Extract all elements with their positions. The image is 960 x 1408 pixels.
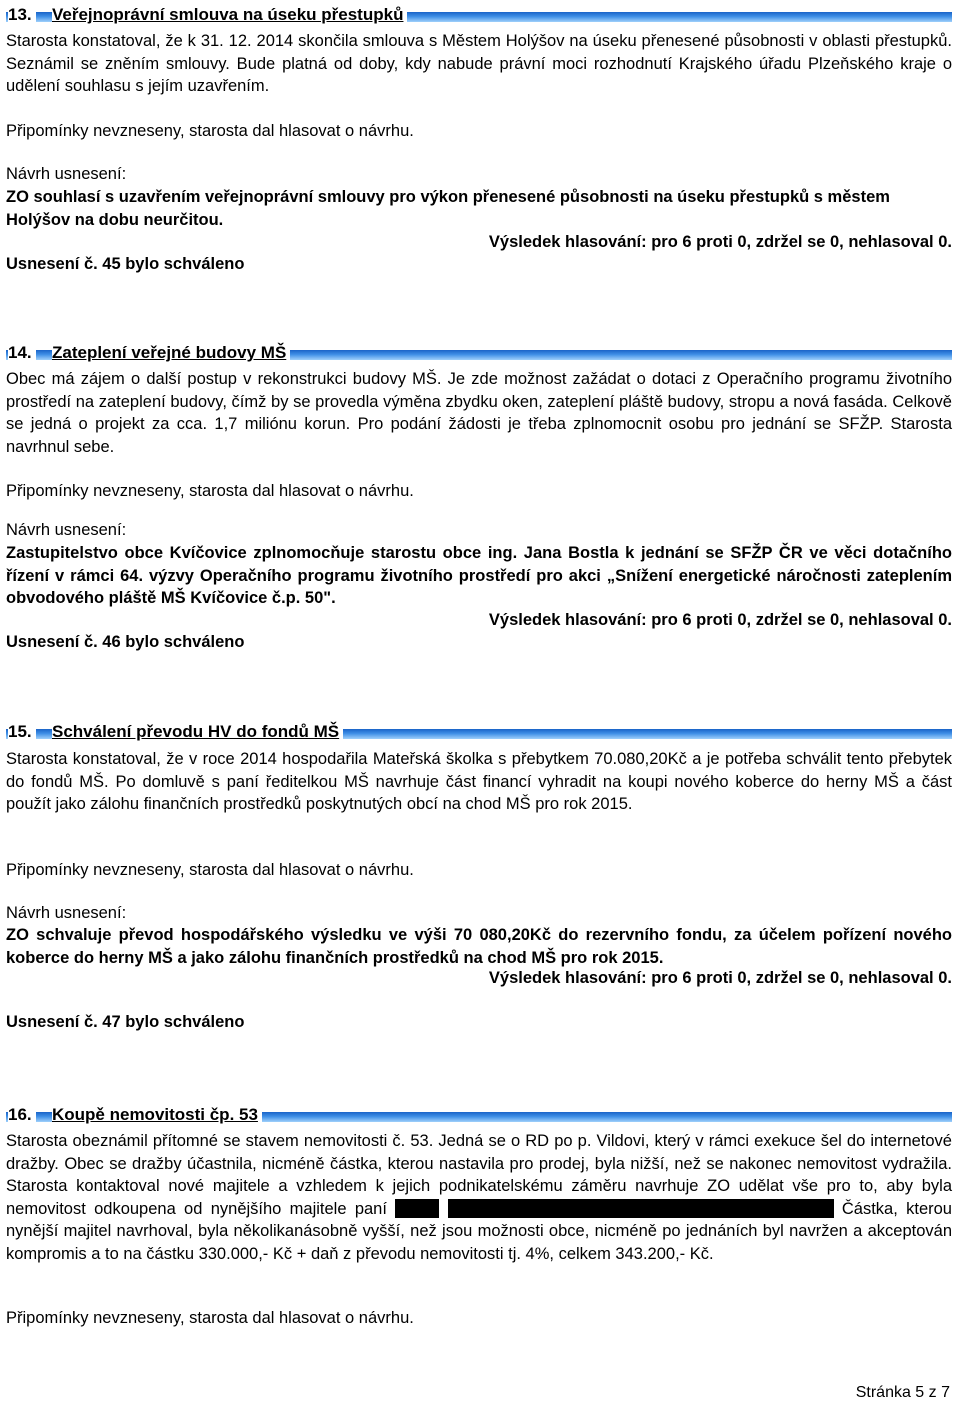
section-14-comments: Připomínky nevzneseny, starosta dal hlasovat o návrhu.	[6, 482, 414, 500]
section-13-body: Starosta konstatoval, že k 31. 12. 2014 skončila smlouva s Městem Holýšov na úseku přenesené působnosti v oblasti přestupků. Seznámil se zněním smlouvy. Bude platná od doby, kdy nabude právní moci rozhodnutí Krajského úřadu Plzeňského kraje o udělení souhlasu s jejím uzavřením.	[6, 32, 952, 95]
redaction-block	[395, 1199, 439, 1218]
section-title: Schválení převodu HV do fondů MŠ	[52, 722, 343, 742]
section-number: 16.	[8, 1105, 36, 1125]
section-15-resolution: Usnesení č. 47 bylo schváleno	[6, 1013, 245, 1031]
section-13-comments: Připomínky nevzneseny, starosta dal hlasovat o návrhu.	[6, 122, 414, 140]
section-15-comments: Připomínky nevzneseny, starosta dal hlasovat o návrhu.	[6, 861, 414, 879]
section-title: Zateplení veřejné budovy MŠ	[52, 343, 290, 363]
section-number: 15.	[8, 722, 36, 742]
section-15-proposal: ZO schvaluje převod hospodářského výsledku ve výši 70 080,20Kč do rezervního fondu, za účelem pořízení nového koberce do herny MŠ a jako zálohu finančních prostředků na chod MŠ pro rok 2015.	[6, 926, 952, 967]
section-16-body-part-a: Starosta obeznámil přítomné se stavem nemovitosti č. 53. Jedná se o RD po p. Vildovi, který v rámci exekuce šel do internetové dražby. Obec se dražby účastnila, nicméně částka, kterou nastavila pro prodej, byla nižší, než se nakonec nemovitost vydražila. Starosta kontaktoval nové majitele a vzhledem k jejich podnikatelskému záměru navrhuje ZO udělat vše pro to, aby byla nemovitost odkoupena od nynějšího majitele paní	[6, 1132, 952, 1218]
section-13-proposal-label: Návrh usnesení:	[6, 165, 127, 183]
section-13-resolution: Usnesení č. 45 bylo schváleno	[6, 255, 245, 273]
section-14-proposal: Zastupitelstvo obce Kvíčovice zplnomocňuje starostu obce ing. Jana Bostla k jednání se SFŽP ČR ve věci dotačního řízení v rámci 64. výzvy Operačního programu životního prostředí pro akci „Snížení energetické náročnosti zateplením obvodového pláště MŠ Kvíčovice č.p. 50".	[6, 544, 952, 607]
section-title: Veřejnoprávní smlouva na úseku přestupků	[52, 5, 407, 25]
section-16-body-part-b: Částka, kterou nynější majitel navrhoval, byla několikanásobně vyšší, než jsou možnosti obce, nicméně po jednáních byl navržen a akceptován kompromis a to na částku 330.000,- Kč + daň z převodu nemovitosti tj. 4%, celkem 343.200,- Kč.	[6, 1199, 952, 1263]
section-13-vote: Výsledek hlasování: pro 6 proti 0, zdržel se 0, nehlasoval 0.	[488, 233, 952, 251]
page-number: Stránka 5 z 7	[855, 1384, 950, 1401]
section-15-proposal-label: Návrh usnesení:	[6, 904, 127, 922]
section-16-heading	[6, 1103, 952, 1127]
section-15-vote: Výsledek hlasování: pro 6 proti 0, zdržel se 0, nehlasoval 0.	[488, 969, 952, 987]
section-16-body	[6, 1130, 952, 1265]
redaction-block	[448, 1199, 834, 1218]
section-number: 13.	[8, 5, 36, 25]
section-14-resolution: Usnesení č. 46 bylo schváleno	[6, 633, 245, 651]
section-13-proposal: ZO souhlasí s uzavřením veřejnoprávní smlouvy pro výkon přenesené působnosti na úseku přestupků s městem Holýšov na dobu neurčitou.	[6, 188, 890, 229]
section-16-comments: Připomínky nevzneseny, starosta dal hlasovat o návrhu.	[6, 1309, 414, 1327]
section-14-heading	[6, 341, 952, 365]
section-15-body: Starosta konstatoval, že v roce 2014 hospodařila Mateřská školka s přebytkem 70.080,20Kč a je potřeba schválit tento přebytek do fondů MŠ. Po domluvě s paní ředitelkou MŠ navrhuje část financí vyhradit na koupi nového koberce do herny MŠ a část použít jako zálohu finančních prostředků poskytnutých obcí na chod MŠ pro rok 2015.	[6, 750, 952, 813]
section-13-heading	[6, 3, 952, 27]
section-14-body: Obec má zájem o další postup v rekonstrukci budovy MŠ. Je zde možnost zažádat o dotaci z Operačního programu životního prostředí na zateplení budovy, čímž by se provedla výměna zbydku oken, zateplení pláště budovy, stropu a nová fasáda. Celkově se jedná o projekt za cca. 1,7 miliónu korun. Pro podání žádosti je třeba zplnomocnit osobu pro jednání se SFŽP. Starosta navrhnul sebe.	[6, 370, 952, 456]
section-14-proposal-label: Návrh usnesení:	[6, 521, 127, 539]
section-14-vote: Výsledek hlasování: pro 6 proti 0, zdržel se 0, nehlasoval 0.	[488, 611, 952, 629]
section-15-heading	[6, 720, 952, 744]
section-number: 14.	[8, 343, 36, 363]
section-title: Koupě nemovitosti čp. 53	[52, 1105, 262, 1125]
